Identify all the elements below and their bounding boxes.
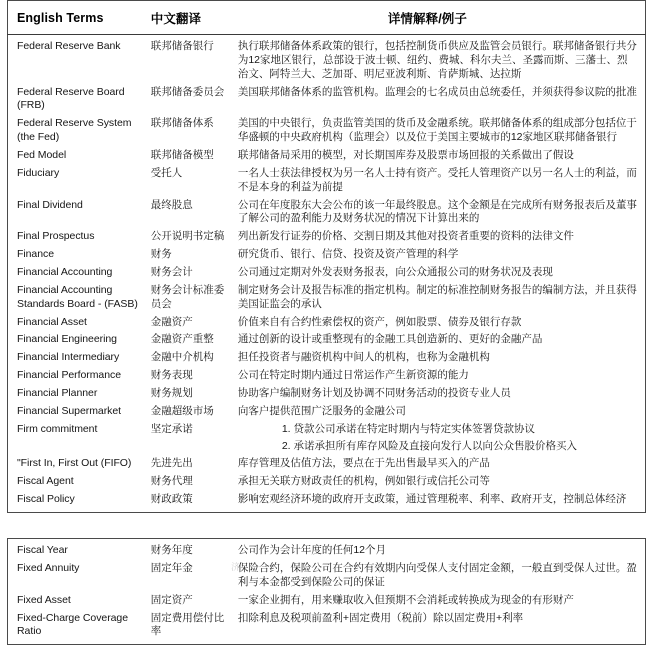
- glossary-table-primary: [7, 0, 646, 513]
- term-chinese: 金融超级市场: [150, 404, 214, 417]
- table-row: [8, 610, 646, 645]
- term-english: "First In, First Out (FIFO): [17, 457, 132, 470]
- column-header-chinese: 中文翻译: [148, 1, 236, 35]
- term-definition: 承担无关联方财政责任的机构，例如银行或信托公司等: [237, 475, 490, 488]
- term-definition: 一名人士获法律授权为另一名人士持有资产。受托人管理资产以另一名人士的利益，而不是本身的利益为前提: [237, 166, 637, 193]
- table-row: [8, 84, 646, 116]
- term-chinese: 财务会计标准委员会: [150, 283, 225, 310]
- table-row: [8, 421, 646, 456]
- term-definition-list: [236, 421, 646, 456]
- term-english: Fiduciary: [17, 166, 60, 179]
- column-header-explanation: 详情解释/例子: [236, 1, 646, 35]
- table-row: [8, 473, 646, 491]
- term-english: Finance: [17, 248, 55, 261]
- term-english: Financial Performance: [17, 369, 121, 382]
- term-chinese: 联邦储备体系: [150, 117, 214, 130]
- scan-artifact-text: 济: [231, 562, 241, 572]
- glossary-table-continued: [7, 538, 646, 645]
- table-row: [8, 246, 646, 264]
- definition-item: 2. 承诺承担所有库存风险及直接向发行人以向公众售股价格买入: [281, 439, 578, 452]
- term-english: Fixed-Charge Coverage Ratio: [17, 611, 129, 638]
- term-chinese: 联邦储备委员会: [150, 85, 225, 98]
- table-row: [8, 35, 646, 84]
- term-definition: 保险合约，保险公司在合约有效期内向受保人支付固定金额，一般直到受保人过世。盈利与本金都受到保险公司的保证: [237, 561, 637, 588]
- term-english: Fiscal Year: [17, 544, 68, 557]
- term-english: Financial Asset: [17, 315, 87, 328]
- term-english: Fiscal Policy: [17, 493, 75, 506]
- term-definition: 价值来自有合约性索偿权的资产，例如股票、债券及银行存款: [237, 315, 522, 328]
- term-chinese: 最终股息: [150, 198, 193, 211]
- term-english: Fiscal Agent: [17, 475, 74, 488]
- term-chinese: 联邦储备银行: [150, 40, 214, 52]
- term-english: Financial Engineering: [17, 333, 117, 346]
- table-body-primary: [8, 35, 646, 513]
- term-english: Fed Model: [17, 149, 67, 162]
- table-row: [8, 560, 646, 592]
- term-chinese: 金融资产重整: [150, 333, 214, 346]
- term-chinese: 财务代理: [150, 475, 193, 488]
- table-body-continued: [8, 539, 646, 645]
- term-english: Final Dividend: [17, 198, 83, 211]
- term-definition: 公司通过定期对外发表财务报表，向公众通报公司的财务状况及表现: [237, 266, 553, 279]
- term-definition: 研究货币、银行、信贷、投资及资产管理的科学: [237, 248, 459, 261]
- header-row: [8, 1, 646, 35]
- term-chinese: 金融资产: [150, 315, 193, 328]
- term-definition: 联邦储备局采用的模型，对长期国库券及股票市场回报的关系做出了假设: [237, 149, 574, 162]
- term-definition: 公司在特定时期内通过日常运作产生新资源的能力: [237, 369, 469, 382]
- term-english: Financial Accounting: [17, 266, 113, 279]
- term-chinese: 财政政策: [150, 493, 193, 506]
- table-row: [8, 282, 646, 314]
- term-definition: 一家企业拥有，用来赚取收入但预期不会消耗或转换成为现金的有形财产: [237, 593, 574, 606]
- term-english: Final Prospectus: [17, 230, 95, 243]
- term-chinese: 固定资产: [150, 593, 193, 606]
- term-chinese: 受托人: [150, 166, 183, 179]
- term-chinese: 先进先出: [150, 457, 193, 470]
- term-english: Federal Reserve Bank: [17, 40, 121, 52]
- table-row: [8, 331, 646, 349]
- term-chinese: 财务会计: [150, 266, 193, 279]
- table-row: [8, 403, 646, 421]
- term-definition: 执行联邦储备体系政策的银行，包括控制货币供应及监管会员银行。联邦储备银行共分为12家地区银行，总部设于波士顿、纽约、费城、科尔夫兰、圣露而斯、三藩士、烈治文、阿特兰大、芝加哥、明尼亚波利斯、肯萨斯城、达拉斯: [237, 40, 637, 80]
- term-english: Financial Supermarket: [17, 404, 121, 417]
- term-english: Firm commitment: [17, 422, 98, 435]
- table-row: [8, 539, 646, 560]
- table-row: [8, 455, 646, 473]
- table-header: [8, 1, 646, 35]
- table-row: [8, 367, 646, 385]
- term-definition: 美国联邦储备体系的监管机构。监理会的七名成员由总统委任，并须获得参议院的批准: [237, 85, 637, 98]
- term-chinese: 固定费用偿付比率: [150, 611, 225, 638]
- term-chinese: 金融中介机构: [150, 351, 214, 364]
- term-english: Financial Planner: [17, 387, 98, 400]
- term-definition: 通过创新的设计或重整现有的金融工具创造新的、更好的金融产品: [237, 333, 543, 346]
- table-row: [8, 491, 646, 512]
- table-row: [8, 264, 646, 282]
- term-english: Fixed Annuity: [17, 561, 80, 574]
- table-row: [8, 228, 646, 246]
- term-definition: 列出新发行证券的价格、交割日期及其他对投资者重要的资料的法律文件: [237, 230, 574, 243]
- term-english: Fixed Asset: [17, 593, 71, 606]
- table-separator-gap: [0, 513, 653, 532]
- definition-item: 1. 贷款公司承诺在特定时期内与特定实体签署贷款协议: [281, 422, 536, 435]
- table-row: [8, 349, 646, 367]
- term-chinese: 财务表现: [150, 369, 193, 382]
- term-english: Financial Intermediary: [17, 351, 120, 364]
- term-chinese: 公开说明书定稿: [150, 230, 225, 243]
- table-row: [8, 592, 646, 610]
- term-english: Federal Reserve System (the Fed): [17, 117, 132, 144]
- table-row: [8, 115, 646, 147]
- term-chinese: 财务规划: [150, 387, 193, 400]
- table-row: [8, 314, 646, 332]
- term-definition: 影响宏观经济环境的政府开支政策，通过管理税率、利率、政府开支，控制总体经济: [237, 493, 627, 506]
- table-row: [8, 147, 646, 165]
- term-definition: 向客户提供范围广泛服务的金融公司: [237, 404, 406, 417]
- term-english: Financial Accounting Standards Board - (FASB): [17, 283, 138, 310]
- term-definition: 制定财务会计及报告标准的指定机构。制定的标准控制财务报告的编制方法，并且获得美国证监会的承认: [237, 283, 637, 310]
- term-chinese: 联邦储备模型: [150, 149, 214, 162]
- column-header-english: English Terms: [8, 1, 148, 35]
- term-english: Federal Reserve Board (FRB): [17, 85, 125, 112]
- table-row: [8, 197, 646, 229]
- term-definition: 公司在年度股东大会公布的该一年最终股息。这个金额是在完成所有财务报表后及董事了解公司的盈利能力及财务状况的情况下计算出来的: [237, 198, 637, 225]
- term-chinese: 固定年金: [150, 561, 193, 574]
- table-row: [8, 385, 646, 403]
- term-definition: 美国的中央银行，负责监管美国的货币及金融系统。联邦储备体系的组成部分包括位于华盛顿的中央政府机构（监理会）以及位于美国主要城市的12家地区联邦储备银行: [237, 117, 637, 144]
- term-definition: 公司作为会计年度的任何12个月: [237, 544, 387, 557]
- term-definition: 协助客户编制财务计划及协调不同财务活动的投资专业人员: [237, 387, 511, 400]
- term-chinese: 坚定承诺: [150, 422, 193, 435]
- term-definition: 扣除利息及税项前盈利+固定费用（税前）除以固定费用+利率: [237, 611, 524, 624]
- term-definition: 库存管理及估值方法，要点在于先出售最早买入的产品: [237, 457, 490, 470]
- term-chinese: 财务: [150, 248, 172, 261]
- term-definition: 担任投资者与融资机构中间人的机构，也称为金融机构: [237, 351, 490, 364]
- term-chinese: 财务年度: [150, 544, 193, 557]
- table-row: [8, 165, 646, 197]
